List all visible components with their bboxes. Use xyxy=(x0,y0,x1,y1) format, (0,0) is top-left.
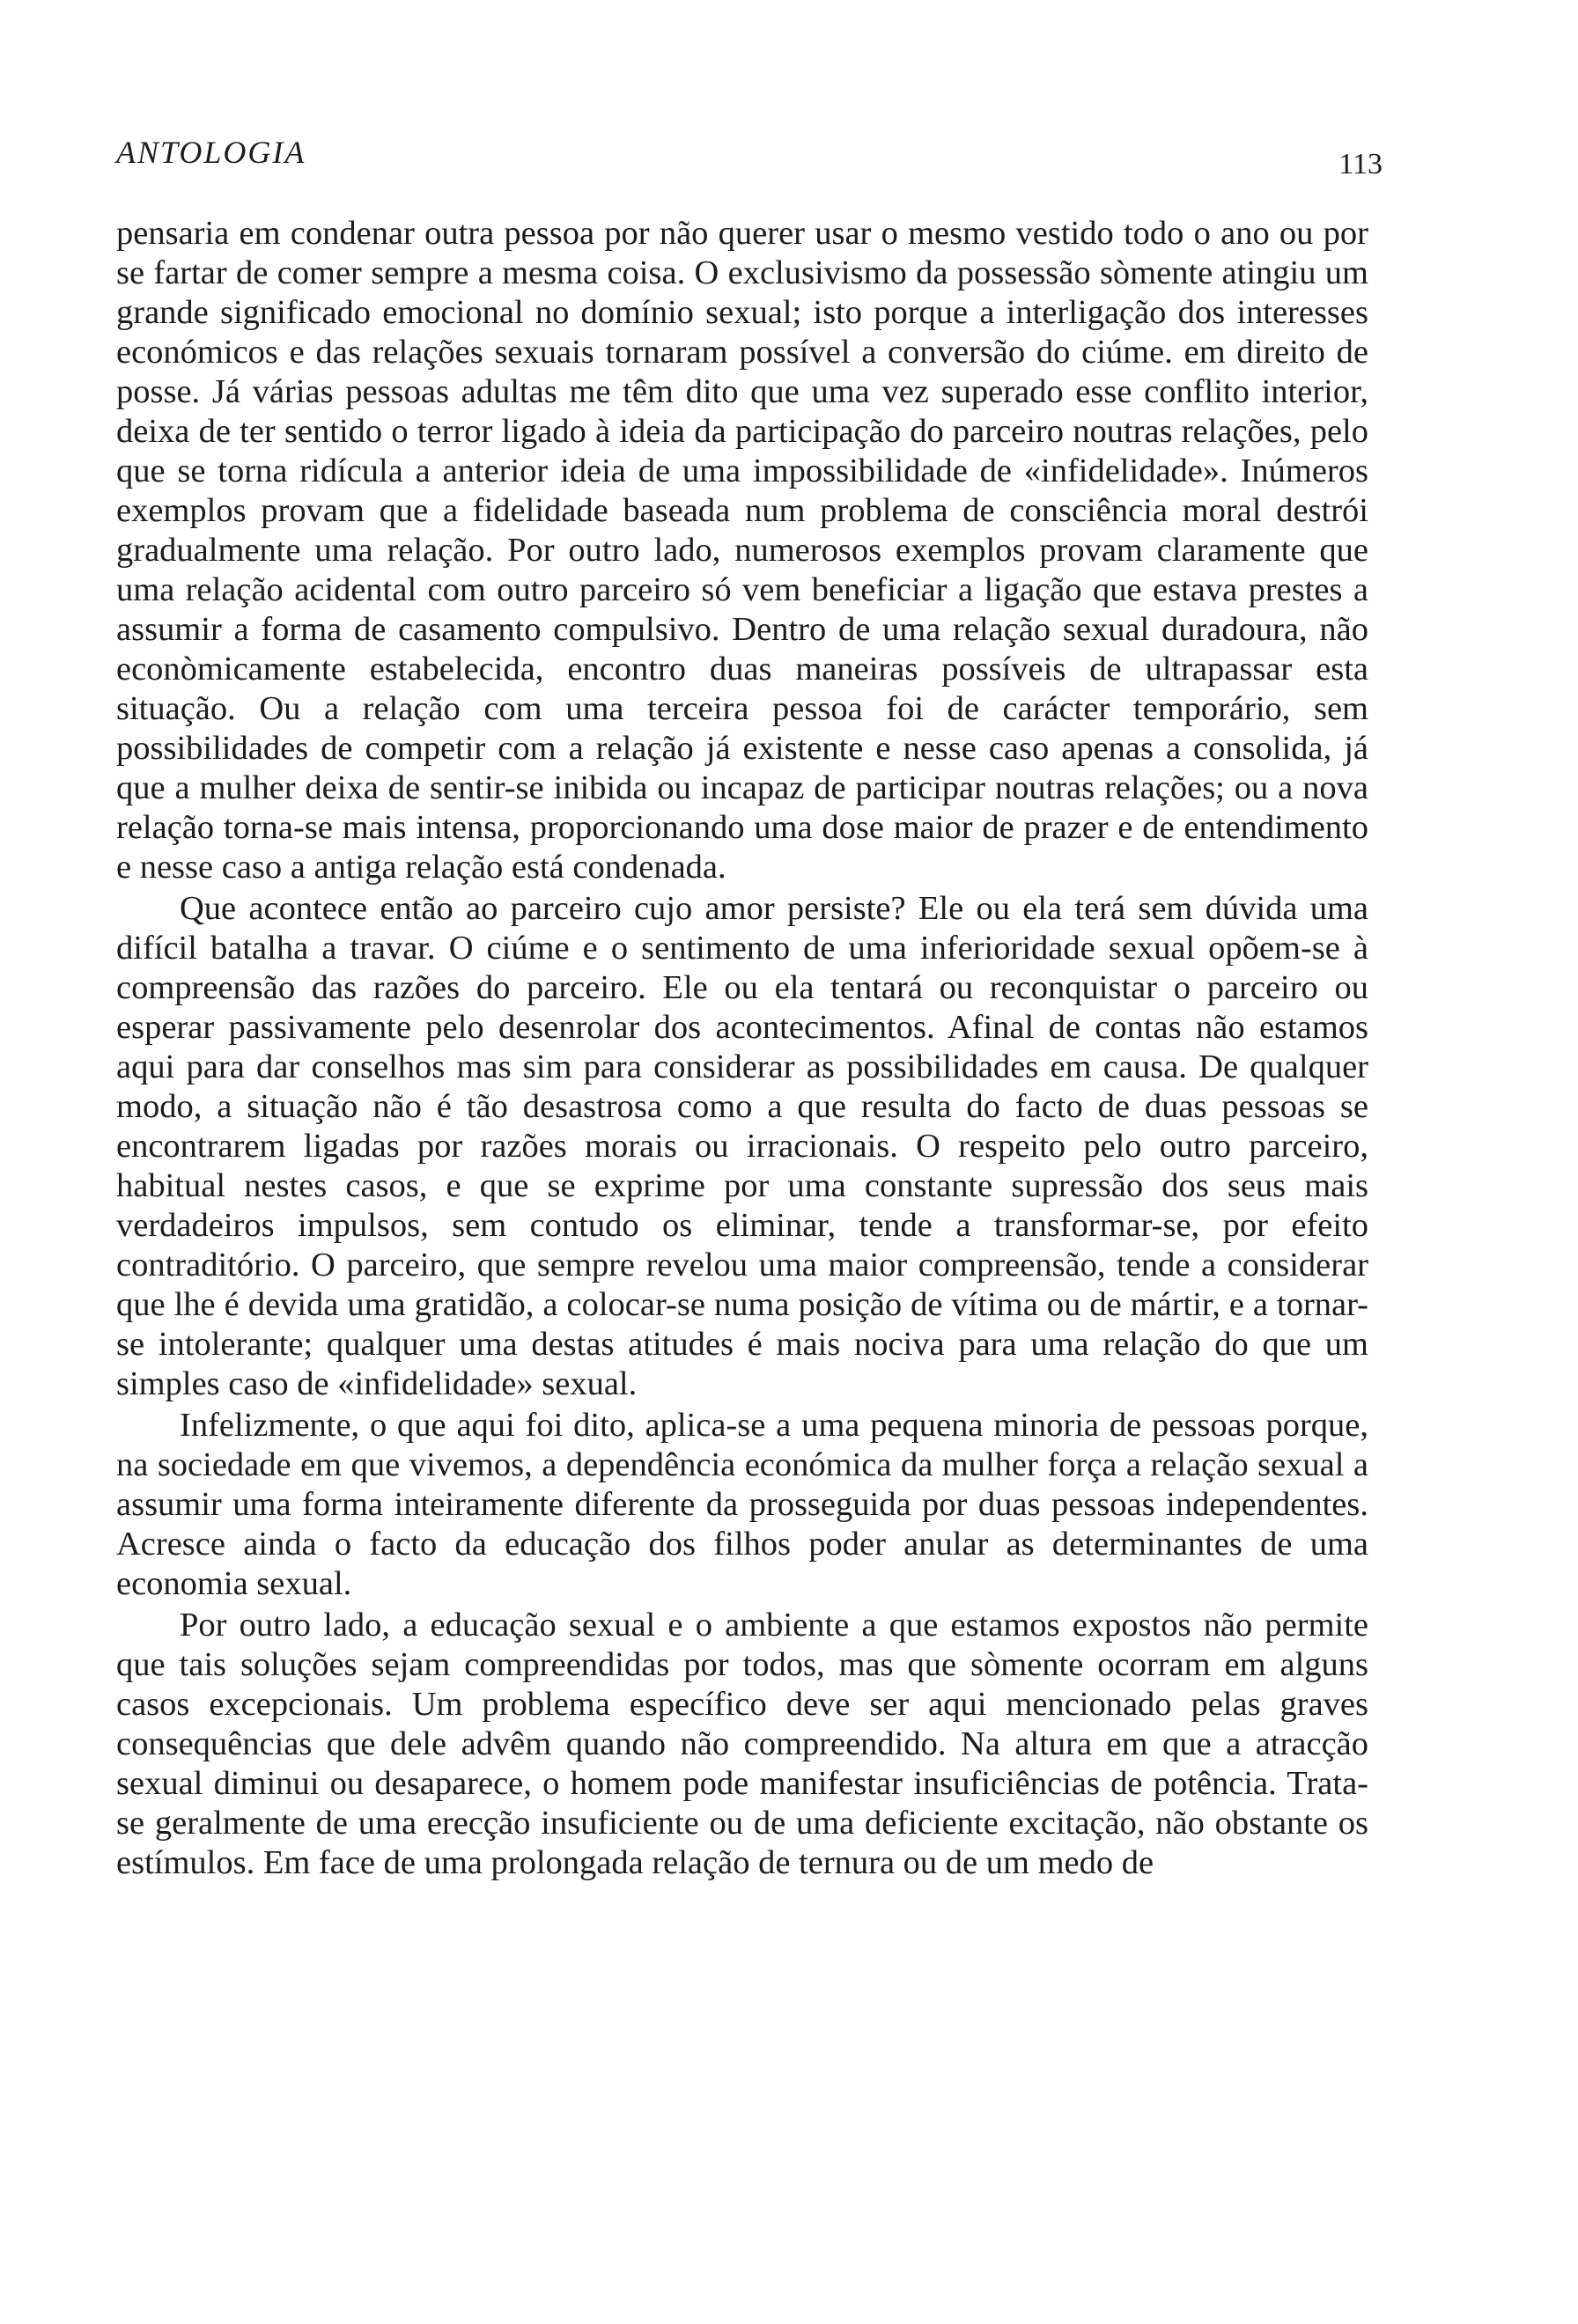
paragraph-3: Infelizmente, o que aqui foi dito, aplica-se a uma pequena minoria de pessoas porque, na sociedade em que vivemos, a dependência económica da mulher força a relação sexual a assumir uma forma inteiramente diferente da prosseguida por duas pessoas independentes. Acresce ainda o facto da educação dos filhos poder anular as determinantes de uma economia sexual. xyxy=(116,1407,1368,1602)
page-number: 113 xyxy=(1338,148,1383,180)
paragraph-1: pensaria em condenar outra pessoa por não querer usar o mesmo vestido todo o ano ou por se fartar de comer sempre a mesma coisa. O exclusivismo da possessão sòmente atingiu um grande significado emocional no domínio sexual; isto porque a interligação dos interesses económicos e das relações sexuais tornaram possível a conversão do ciúme. em direito de posse. Já várias pessoas adultas me têm dito que uma vez superado esse conflito interior, deixa de ter sentido o terror ligado à ideia da participação do parceiro noutras relações, pelo que se torna ridícula a anterior ideia de uma impossibilidade de «infidelidade». Inúmeros exemplos provam que a fidelidade baseada num problema de consciência moral destrói gradualmente uma relação. Por outro lado, numerosos exemplos provam claramente que uma relação acidental com outro parceiro só vem beneficiar a ligação que estava prestes a assumir a forma de casamento compulsivo. Dentro de uma relação sexual duradoura, não econòmicamente estabelecida, encontro duas maneiras possíveis de ultrapassar esta situação. Ou a relação com uma terceira pessoa foi de carácter temporário, sem possibilidades de competir com a relação já existente e nesse caso apenas a consolida, já que a mulher deixa de sentir-se inibida ou incapaz de participar noutras relações; ou a nova relação torna-se mais intensa, proporcionando uma dose maior de prazer e de entendimento e nesse caso a antiga relação está condenada. xyxy=(116,215,1368,886)
body-text xyxy=(116,214,1368,1883)
running-title: ANTOLOGIA xyxy=(116,135,306,170)
paragraph-4: Por outro lado, a educação sexual e o ambiente a que estamos expostos não permite que tais soluções sejam compreendidas por todos, mas que sòmente ocorram em alguns casos excepcionais. Um problema específico deve ser aqui mencionado pelas graves consequências que dele advêm quando não compreendido. Na altura em que a atracção sexual diminui ou desaparece, o homem pode manifestar insuficiências de potência. Trata-se geralmente de uma erecção insuficiente ou de uma deficiente excitação, não obstante os estímulos. Em face de uma prolongada relação de ternura ou de um medo de xyxy=(116,1607,1368,1881)
paragraph-2: Que acontece então ao parceiro cujo amor persiste? Ele ou ela terá sem dúvida uma difícil batalha a travar. O ciúme e o sentimento de uma inferioridade sexual opõem-se à compreensão das razões do parceiro. Ele ou ela tentará ou reconquistar o parceiro ou esperar passivamente pelo desenrolar dos acontecimentos. Afinal de contas não estamos aqui para dar conselhos mas sim para considerar as possibilidades em causa. De qualquer modo, a situação não é tão desastrosa como a que resulta do facto de duas pessoas se encontrarem ligadas por razões morais ou irracionais. O respeito pelo outro parceiro, habitual nestes casos, e que se exprime por uma constante supressão dos seus mais verdadeiros impulsos, sem contudo os eliminar, tende a transformar-se, por efeito contraditório. O parceiro, que sempre revelou uma maior compreensão, tende a considerar que lhe é devida uma gratidão, a colocar-se numa posição de vítima ou de mártir, e a tornar-se intolerante; qualquer uma destas atitudes é mais nociva para uma relação do que um simples caso de «infidelidade» sexual. xyxy=(116,890,1368,1402)
